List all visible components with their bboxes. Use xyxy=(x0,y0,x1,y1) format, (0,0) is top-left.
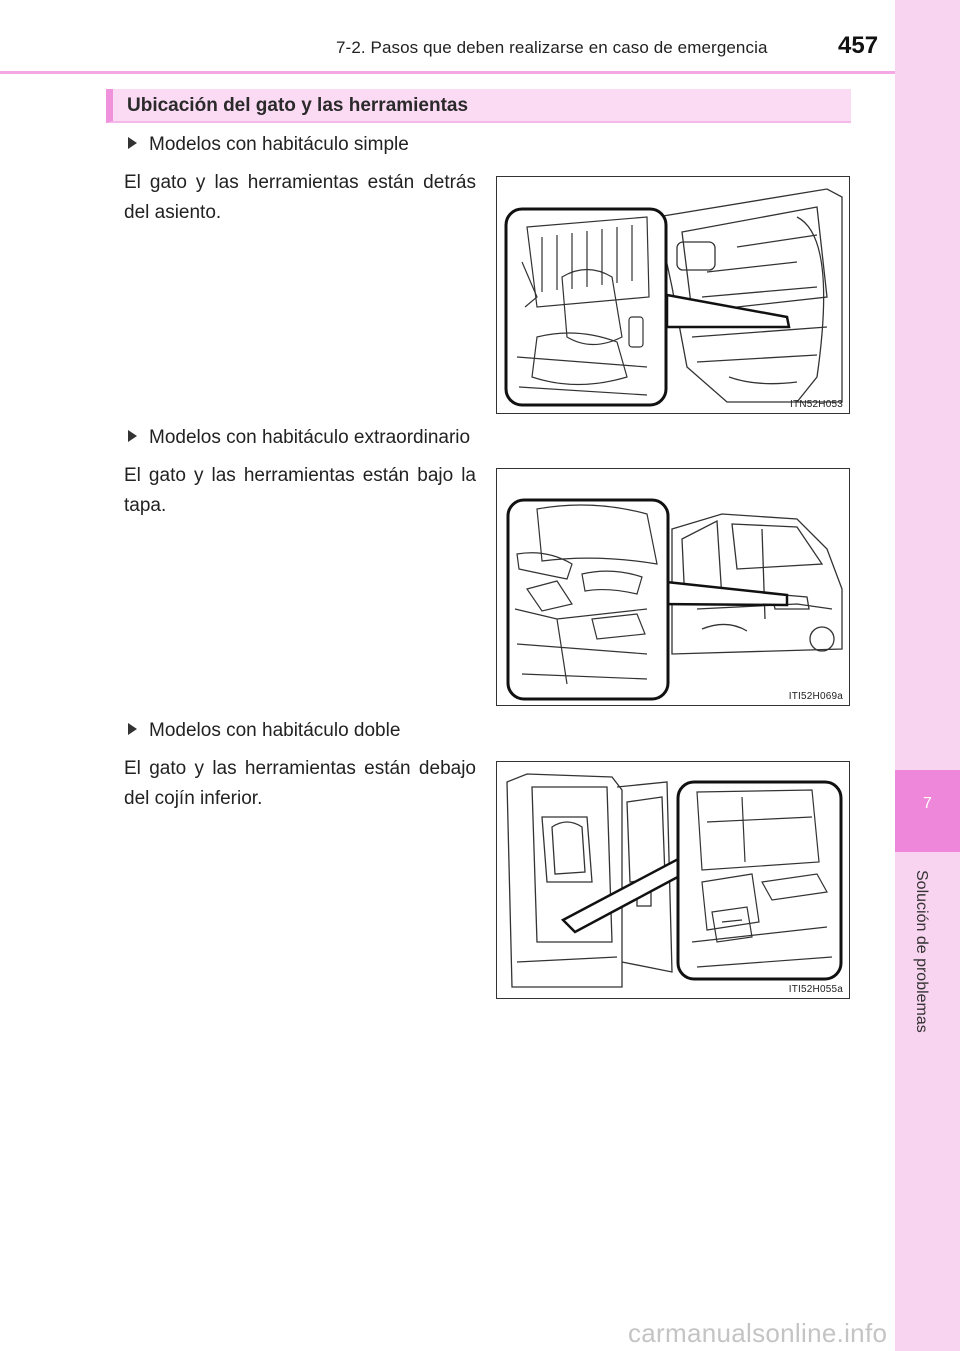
paragraph-double: El gato y las herramientas están debajo del cojín inferior. xyxy=(124,758,476,809)
chapter-header: 7-2. Pasos que deben realizarse en caso de emergencia xyxy=(336,38,768,57)
figure-code: ITN52H053 xyxy=(790,399,843,410)
figure-simple-cab xyxy=(496,176,850,414)
chapter-side-tab xyxy=(895,0,960,1351)
header-divider xyxy=(0,71,895,74)
illustration-simple-cab xyxy=(497,177,848,412)
figure-extra-cab xyxy=(496,468,850,706)
footer-watermark: carmanualsonline.info xyxy=(628,1318,888,1348)
bullet-item-simple xyxy=(128,134,409,156)
section-heading xyxy=(106,89,851,123)
section-title: Ubicación del gato y las herramientas xyxy=(127,95,469,116)
chapter-number: 7 xyxy=(923,795,932,812)
bullet-item-double xyxy=(128,720,400,742)
chapter-name: Solución de problemas xyxy=(913,870,930,1033)
illustration-extra-cab xyxy=(497,469,848,704)
bullet-label: Modelos con habitáculo doble xyxy=(149,720,401,741)
triangle-bullet-icon xyxy=(128,430,137,442)
triangle-bullet-icon xyxy=(128,137,137,149)
illustration-double-cab xyxy=(497,762,848,997)
figure-double-cab xyxy=(496,761,850,999)
triangle-bullet-icon xyxy=(128,723,137,735)
paragraph-simple: El gato y las herramientas están detrás del asiento. xyxy=(124,172,476,223)
bullet-item-extra xyxy=(128,427,470,449)
paragraph-extra: El gato y las herramientas están bajo la tapa. xyxy=(124,465,476,516)
bullet-label: Modelos con habitáculo extraordinario xyxy=(149,427,471,448)
page-number: 457 xyxy=(838,32,879,59)
bullet-label: Modelos con habitáculo simple xyxy=(149,134,409,155)
figure-code: ITI52H069a xyxy=(788,691,843,702)
figure-code: ITI52H055a xyxy=(788,984,843,995)
